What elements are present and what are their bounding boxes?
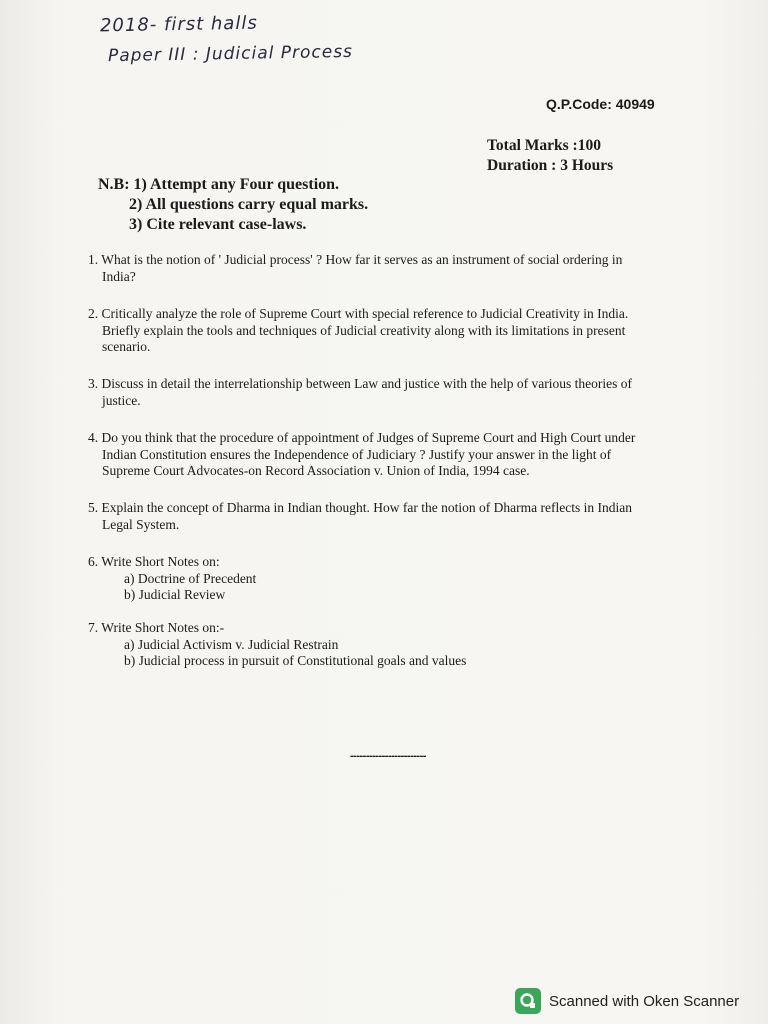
question-5 <box>88 500 678 533</box>
total-marks: Total Marks :100 <box>487 137 601 154</box>
scanner-label: Scanned with Oken Scanner <box>549 992 740 1010</box>
scanner-logo-icon <box>515 988 541 1014</box>
instruction-1: N.B: 1) Attempt any Four question. <box>98 176 340 193</box>
question-option: b) Judicial process in pursuit of Constitutional goals and values <box>124 653 467 668</box>
question-1 <box>88 252 678 285</box>
instruction-3: 3) Cite relevant case-laws. <box>129 216 307 233</box>
question-line: 4. Do you think that the procedure of appointment of Judges of Supreme Court and High Court under <box>88 430 636 445</box>
duration: Duration : 3 Hours <box>487 157 614 174</box>
question-option: b) Judicial Review <box>124 587 226 602</box>
question-line: 3. Discuss in detail the interrelationship between Law and justice with the help of various theories of <box>88 376 632 391</box>
question-2 <box>88 306 678 356</box>
question-3 <box>88 376 678 409</box>
question-line: scenario. <box>102 339 151 354</box>
question-line: 2. Critically analyze the role of Supreme Court with special reference to Judicial Creativity in India. <box>88 306 629 321</box>
marks-block <box>487 136 613 176</box>
question-7 <box>88 620 678 670</box>
instruction-2: 2) All questions carry equal marks. <box>129 196 369 213</box>
question-6 <box>88 554 678 604</box>
question-line: 1. What is the notion of ' Judicial process' ? How far it serves as an instrument of social ordering in <box>88 252 623 267</box>
question-line: India? <box>102 268 136 284</box>
question-line: 7. Write Short Notes on:- <box>88 620 225 635</box>
instructions <box>98 175 368 235</box>
question-line: Legal System. <box>102 516 180 532</box>
question-4 <box>88 430 678 480</box>
question-option: a) Judicial Activism v. Judicial Restrain <box>124 636 339 652</box>
question-line: Supreme Court Advocates-on Record Association v. Union of India, 1994 case. <box>102 463 530 478</box>
qp-code: Q.P.Code: 40949 <box>546 96 655 112</box>
question-line: 5. Explain the concept of Dharma in Indian thought. How far the notion of Dharma reflects in Indian <box>88 500 632 515</box>
scanner-watermark <box>515 986 739 1016</box>
question-line: Indian Constitution ensures the Independence of Judiciary ? Justify your answer in the light of <box>102 446 612 462</box>
handwritten-note-year: 2018- first halls <box>99 12 258 37</box>
question-option: a) Doctrine of Precedent <box>124 570 257 586</box>
handwritten-note-paper: Paper III : Judicial Process <box>107 41 354 67</box>
question-line: justice. <box>102 392 141 408</box>
end-divider: ------------------------ <box>350 750 426 762</box>
question-line: Briefly explain the tools and techniques of Judicial creativity along with its limitations in present <box>102 322 626 338</box>
question-line: 6. Write Short Notes on: <box>88 554 220 569</box>
